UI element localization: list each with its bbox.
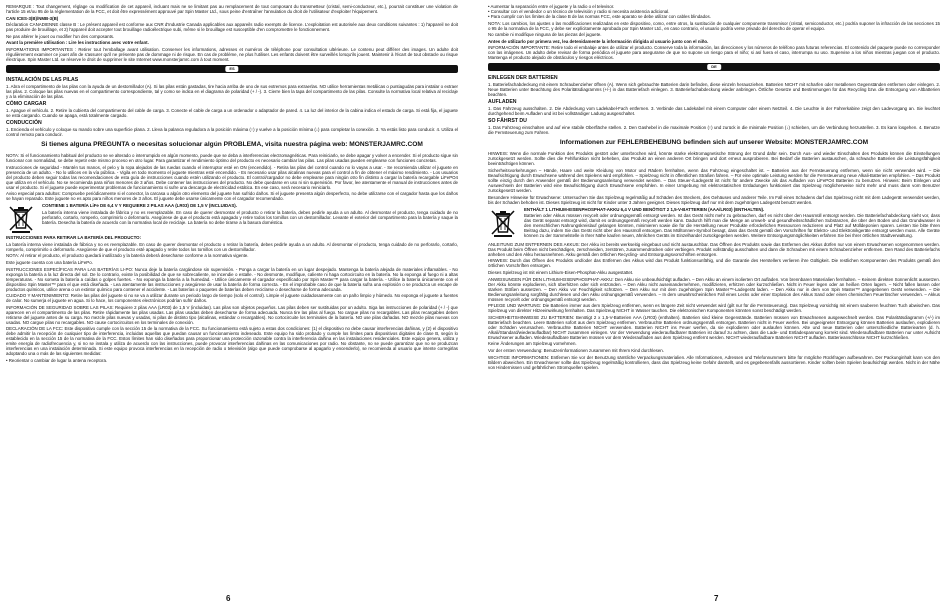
language-badge: DE (707, 64, 721, 70)
language-badge: ES (225, 66, 238, 72)
info-text: INFORMATIONS IMPORTANTES : Retirer tout l'emballage avant utilisation. Conserver les informations, adresses et numéros de téléphone pour consultation ultérieure. Le contenu peut différer des images. Un adulte doit régulièrement examiner ce jouet afin de s'assurer qu'il ne présente pas de dommage ni de risque. En cas de problème, ne plus l'utiliser. Les enfants doivent être surveillés lorsqu'ils jouent. Maintenir à l'écart de tout obstacle ou risque électrique. Spin Master Ltd. se réserve le droit de supprimer le site Internet www.monsterjamrc.com à tout moment. (6, 46, 458, 62)
battery-removal-text: La batería interna viene instalada de fábrica y no es reemplazable. En caso de querer desmontar el producto o retirar la batería, debes pedirle ayuda a un adulto. Al desmontar el producto, tenga cuidado de no perforarlo, cortarlo, romperlo, comprimirlo o deformarlo. Asegúrese de que el producto esté apagado y retire todos los tornillos con un destornillador. (6, 241, 458, 252)
lipo-instructions: INSTRUCCIONES ESPECÍFICAS PARA LAS BATERÍAS LI-PO: Nunca deje la batería cargándose sin supervisión. - Ponga a cargar la batería en un lugar despejado. Mantenga la batería alejada de materiales inflamables. - No exponga la batería a la luz directa del sol. De lo contrario, existe la posibilidad de que se sobrecaliente, se incendie o estalle. - No desmonte, modifique, caliente ni haga cortocircuito en la batería. No la exponga al fuego ni a altas temperaturas. - No someta la batería a caídas o golpes fuertes. - No exponga la batería a la humedad. - Utilice únicamente el cargador especificado por Spin Master™ para cargar la batería. - Utilice la batería únicamente con el dispositivo Spin Master™ para el que está diseñada. - Lea atentamente las instrucciones y asegúrese de usar la batería de forma correcta. - En el improbable caso de que la batería sufra una explosión o se produzca un escape de productos químicos, utilice arena o un extintor químico para contener el accidente. - Las baterías o paquetes de baterías deben reciclarse o desecharse de forma adecuada. (6, 266, 458, 292)
adult-notice: Aviso especial para adultos: Compruebe periódicamente si el conector, la carcasa u algún otro elemento del juguete han sufrido daños. Si el juguete presenta algún desperfecto, no debe utilizarse con el cargador hasta que los daños se hayan reparado. Este juguete no es apto para niños menores de 3 años. El juguete debe usarse únicamente con el cargador recomendado. (6, 191, 458, 202)
contains-battery-text: Batterien oder Akkus müssen recycelt oder ordnungsgemäß entsorgt werden. Ist das Gerät nicht mehr zu gebrauchen, darf es nicht über den Hausmüll entsorgt werden. Die Batteriefachabdeckung sieht vor, dass das Gerät separat entsorgt wird, damit es ordnungsgemäß recycelt werden kann. Dadurch hilft man die Menge an umwelt- und gesundheitsschädlichen Substanzen, die über den Boden und das Grundwasser in den menschlichen Nahrungskreislauf gelangen könnten, minimieren sowie die für die Herstellung neuer Produkte erforderlichen Ressourcen reduzieren und Platz auf Mülldeponien sparen. Leisten Sie bitte Ihren Beitrag dazu, indem Sie das Gerät nicht über den Hausmüll entsorgen. Das Mülltonnen-Symbol besagt, dass das Gerät gemäß den Vorschriften für Elektro- und Elektronikgeräte entsorgt werden muss. Alle Geräte können zu der Sammelstelle in Ihrer Nähe kaufen neuen, ähnlichen Geräts im Einzelhandel zurückgegeben werden. Weitere Entsorgungsmöglichkeiten erfahren Sie bei Ihrer örtlichen Stadtverwaltung. (524, 213, 940, 239)
no-alter-text: Ne pas altérer le jouet ou modifier l'un des composants. (6, 33, 115, 39)
battery-install-text: 1. Batteriefachabdeckung mit einem Schraubenzieher öffnen (A). Wenn sich gebrauchte Batterien darin befinden, diese einzeln herausziehen. Batterien NICHT mit scharfen oder metallenen Gegenständen entfernen oder einlegen. 2. Neue Batterien unter Beachtung des Polaritätsdiagramms (+/-) in das Batteriefach einlegen. 3. Batteriefachabdeckung wieder anbringen. Örtliche Gesetze und Bestimmungen für das Recycling bzw. die Entsorgung von Altbatterien beachten. (488, 82, 940, 98)
important-info: WICHTIGE INFORMATIONEN: Entfernen Sie vor der Benutzung sämtliche Verpackungsmaterialien. Alle Informationen, Adressen und Telefonnummern bitte für mögliche Rückfragen aufbewahren. Der Packunginhalt kann von den Bildern abweichen. Ein Erwachsener sollte das Spielzeug regelmäßig kontrollieren, dass das Spielzeug keine Gefahr darstellt, und es gegebenenfalls aussortieren. Kinder sollten beim Spielen beaufsichtigt werden. Nicht in der Nähe von Hindernissen und gefährlichen Stromquellen spielen. (488, 354, 940, 370)
drive-title: CONDUCCIÓN (6, 119, 42, 126)
note-removal: NOTA: Al retirar el producto, el producto quedará inutilizado y la batería deberá desecharse conforme a la normativa vigente. (6, 253, 249, 259)
fcc-bullets: • Aumentar la separación entre el juguete y la radio o el televisor. • Consultar con el vendedor o un técnico de televisión y radio si necesita asistencia adicional. • Para cumplir con los límites de la clase B de las normas FCC, este aparato se debe utilizar con cables blindados. (488, 4, 711, 19)
lipo-instructions: ANWEISUNGEN FÜR DEN LITHIUM-EISENPHOSPHAT-AKKU: Den Akku nie unbeaufsichtigt aufladen. – Den Akku an einem isolierten Ort aufladen. Von brennbaren Materialien fernhalten. – Keinem direkten Sonnenlicht aussetzen. Der Akku könnte explodieren, sich überhitzen oder sich entzünden. – Den Akku nicht auseinandernehmen, modifizieren, erhitzen oder kurzschließen. Nicht in Feuer legen oder an heißen Orten lagern. – Nicht fallen lassen oder starken Stößen aussetzen. – Den Akku vor Feuchtigkeit schützen. – Den Akku nur mit dem zugehörigen Spin Master™-Ladegerät laden. – Den Akku nur in dem von Spin Master™ angegebenen Gerät verwenden. – Die Bedienungsanleitung sorgfältig durchlesen und den Akku ordnungsgemäß verwenden. – In dem unwahrscheinlichen Fall eines Lecks oder einer Explosion des Akkus Sand oder einen chemischen Feuerlöscher verwenden. – Akkus müssen recycelt oder ordnungsgemäß entsorgt werden. (488, 276, 940, 302)
charge-text: 1. Apague el vehículo. 2. Retire la cubierta del compartimento del cable de carga. 3. Conecte el cable de carga a un ordenador o adaptador de pared. 4. La luz del interior de la cabina indica el estado de carga. Si está fija, el juguete se está cargando. Cuando se apaga, está totalmente cargado. (6, 107, 458, 118)
lifepo-text: Este juguete cuenta con una batería LiFePo. (6, 259, 93, 265)
lifepo-text: Dieses Spielzeug ist mit einem Lithium-Eisen-Phosphat-Akku ausgestattet. (488, 269, 634, 275)
recycle-notice (488, 207, 940, 240)
language-bar-es (6, 65, 458, 73)
page-number-right: 7 (714, 594, 719, 603)
contains-battery-title: ENTHÄLT 1 LITHIUM-EISENPHOSPHAT-AKKU 6,4 V UND BENÖTIGT 2 1,5-V-BATTERIEN (AAA/LR03) (ENTHALTEN). (524, 206, 765, 212)
fcc-statement: DECLARACIÓN DE LA FCC: Este dispositivo cumple con la sección 15 de la normativa de la FCC. Su funcionamiento está sujeto a estas dos condiciones: (1) el dispositivo no debe causar interferencias dañinas, y (2) el dispositivo debe admitir la recepción de cualquier tipo de interferencia, incluidas aquellas que puedan causar un funcionamiento indeseado. Este equipo ha sido probado y cumple los límites para dispositivos digitales de clase B, según lo establecido en la sección 15 de la normativa de la FCC. Estos límites han sido diseñados para proporcionar una protección razonable contra la interferencia dañina en las instalaciones residenciales. Este equipo genera, utiliza y emite energía de radiofrecuencia y, si no se instala y utiliza de acuerdo con las instrucciones, puede provocar interferencias dañinas en las comunicaciones por radio. No obstante, no se puede garantizar que no se produzcan interferencias en una instalación determinada. Si este equipo provoca interferencias en la recepción de radio o televisión (algo que puede comprobarse al apagarlo y encenderlo), se recomienda al usuario que intente corregirlas adoptando una o más de las siguientes medidas: (6, 326, 458, 357)
safety-instructions: Sicherheitsvorkehrungen – Hände, Haare und weite Kleidung von Motor und Rädern fernhalten, wenn das Fahrzeug eingeschaltet ist. – Batterien aus der Fernsteuerung entfernen, wenn sie nicht verwendet wird. – Die Beaufsichtigung durch Erwachsene während des Spielens wird empfohlen. – Spielzeug nicht in öffentlichen Straßen fahren. – Für eine optimale Leistung werden für die Fernsteuerung neue Alkali-Batterien empfohlen. – Das Produkt sollte einzig durch den Anwender gemäß der Bedienungsanleitung verwendet werden. – Das Steuer-/Ladegerät ist nicht für andere Zwecke als das Aufladen von LiFePO4 Batterien zu benutzen. Hinweis: Beim Einlegen und Auswechseln der Batterien wird eine Beaufsichtigung durch Erwachsene empfohlen. In einer Umgebung mit elektrostatischen Entladungen funktioniert das Spielzeug möglicherweise nicht mehr und muss dann vom Benutzer zurückgesetzt werden. (488, 167, 940, 193)
no-modify-text: No cambie ni modifique ninguna de las piezas del juguete. (488, 32, 602, 38)
note-removal: HINWEIS: Durch das Öffnen des Produkts und/oder das Entfernen des Akkus wird das Produkt funktionsunfähig, und die Garantie des Herstellers verlieren ihre Gültigkeit. Die restlichen Komponenten des Produkts gemäß den örtlichen Vorschriften entsorgen. (488, 258, 940, 269)
battery-safety: INFORMACIÓN DE SEGURIDAD SOBRE LAS PILAS: Requiere 2 pilas AAA (LR03) de 1,5 V (incluidas). Las pilas son objetos pequeños. Las pilas deben ser sustituidas por un adulto. Siga las instrucciones de polaridad (+ / -) que aparecen en el compartimento de las pilas. Retire rápidamente las pilas usadas. Las pilas usadas deben desecharse de forma adecuada. Nunca tire las pilas al fuego. No cargue pilas no recargables. Las pilas recargables deben retirarse del juguete antes de su carga. No mezcle pilas nuevas y usadas, ni pilas de distinto tipo (alcalinas, estándar o recargables). No cortocircuite los terminales de la batería. NO use pilas dañadas. NO mezcle pilas nuevas con usadas. NO cargue pilas no recargables. NO cause cortocircuitos en los terminales de conexión. (6, 304, 458, 325)
note-emi: NOTA: Si el funcionamiento habitual del producto se ve alterado o interrumpido en algún momento, puede que se deba a interferencias electromagnéticas. Para reiniciarlo, se debe apagar y volver a encender. Si el producto sigue sin funcionar con normalidad, se debe repetir este mismo proceso en otro lugar. Para garantizar el rendimiento óptimo del producto es necesario cambiar las pilas. Las pilas usadas pueden emplearse con funciones concretas. (6, 152, 458, 163)
charge-title: AUFLADEN (488, 99, 517, 106)
charge-text: 1. Das Fahrzeug ausschalten. 2. Die Abdeckung vom Ladekabel-Fach entfernen. 3. Verbinde das Ladekabel mit einem Computer oder einem Netzteil. 4. Die Leuchte in der Fahrerkabine zeigt den Ladevorgang an. Sie leuchtet durchgehend beim Aufladen und ist bei vollständiger Ladung ausgeschaltet. (488, 106, 940, 117)
battery-removal-text: ANLEITUNG ZUM ENTFERNEN DES AKKUS: Der Akku ist bereits werkseitig eingebaut und nicht austauschbar. Das Öffnen des Produkts sowie das Entfernen des Akkus dürfen nur von einem Erwachsenen vorgenommen werden. Das Produkt beim Öffnen nicht beschädigen, zerschneiden, zerstören, zusammendrücken oder verbiegen. Produkt vollständig ausschalten und dann die Schrauben mit einem Schraubenzieher entfernen. Den Rand des Batteriefachs anheben und den Akku herausnehmen. Akku gemäß den örtlichen Recycling- und Entsorgungsvorschriften entsorgen. (488, 241, 940, 257)
contains-battery-title: CONTIENE 1 BATERÍA LiFe DE 6,4 V Y REQUIERE 2 PILAS AAA (LR03) DE 1,5 V (INCLUIDAS). (42, 203, 237, 209)
battery-install-title: INSTALACIÓN DE LAS PILAS (6, 76, 79, 83)
reorient-bullet: • Reorientar o cambiar de lugar la antena receptora. (6, 357, 108, 363)
drive-text: 1. Das Fahrzeug einschalten und auf eine stabile Oberfläche stellen. 2. Den Gashebel in die maximale Position (↑) und zurück in die minimale Position (↓) schieben, um die Verbindung herzustellen. 3. Es kann losgehen. 4. Benutze die Fernsteuerung zum Fahren. (488, 125, 940, 136)
page-number-left: 6 (226, 594, 231, 603)
note-text: NOTA: Los cambios, los ajustes o las modificaciones realizadas en este dispositivo, como, entre otros, la sustitución de cualquier componente transmisor (cristal, semiconductor, etc.) podría suponer la infracción de las secciones 15 o 95 de la normativa de la FCC, y debe ser explícitamente aprobada por Spin Master Ltd., en caso contrario, el usuario podría verse privado del derecho de operar el equipo. (488, 20, 940, 31)
adult-notice: Besondere Hinweise für Erwachsene: Untersuchen Sie das Spielzeug regelmäßig auf Schäden des Steckers, des Gehäuses und anderer Teile. Im Fall eines Schadens darf das Spielzeug nicht mit dem Ladegerät verwendet werden, bis der Schaden behoben ist. Dieses Spielzeug ist nicht für Kinder unter 3 Jahren geeignet. Dieses Spielzeug darf nur mit dem zugehörigen Ladegerät benutzt werden. (488, 194, 940, 205)
can-text: Déclaration CANADIENNE classe B : Le présent appareil est conforme aux CNR d'Industrie Canada applicables aux appareils radio exempts de licence. L'exploitation est autorisée aux deux conditions suivantes : 1) l'appareil ne doit pas produire de brouillage, et 2) l'appareil doit accepter tout brouillage radioélectrique subi, même si le brouillage est susceptible d'en compromettre le fonctionnement. (6, 22, 458, 33)
support-headline: Informationen zur FEHLERBEHEBUNG befinden sich auf unserer Website: MONSTERJAMRC.COM (559, 139, 869, 147)
recycle-notice (6, 203, 458, 233)
no-changes-text: Keine Änderungen am Spielzeug vornehmen. (488, 341, 577, 347)
language-bar-de (488, 63, 940, 71)
drive-text: 1. Encienda el vehículo y coloque su mando sobre una superficie plana. 2. Lleva la palanca reguladora a la posición máxima (↑) y vuelve a la posición mínima (↓) para completar la conexión. 3. Ya estás listo para conducir. 4. Utiliza el control remoto para conducir. (6, 126, 458, 137)
info-text: INFORMACIÓN IMPORTANTE: Retire todo el embalaje antes de utilizar el producto. Conserve toda la información, las direcciones y los números de teléfono para futuras referencias. El contenido del paquete puede no corresponder con las imágenes. Un adulto debe revisar de forma periódica el juguete para asegurarse de que no supone un riesgo para el niño; si así fuera el caso, interrumpa su uso. Supervise a los niños mientras juegan con el producto. Mantenga el producto alejado de obstáculos y riesgos eléctricos. (488, 45, 940, 61)
before-use-text: Antes de utilizarlo por primera vez, lea detenidamente la información dirigida al usuario junto con el niño. (488, 38, 709, 44)
care-maintenance: CUIDADO Y MANTENIMIENTO: Retire las pilas del juguete si no se va a utilizar durante un periodo largo de tiempo (solo el control). Limpie el juguete cuidadosamente con un paño limpio y húmedo. No exponga el juguete a fuentes de calor. No sumerja el juguete en agua. Si lo hace, los componentes electrónicos podrían sufrir daños. (6, 293, 458, 304)
safety-instructions: Instrucciones de seguridad - Mantén tus manos, el pelo y la ropa alejados de las ruedas cuando el interruptor esté en ON (encendido). - Retira las pilas del control cuando no lo vayas a usar. - Se recomienda utilizar el juguete en presencia de un adulto. - No lo utilices en la vía pública. - Vigila en todo momento el juguete mientras esté encendido. - Es necesario usar pilas alcalinas nuevas para el control a fin de obtener el máximo rendimiento. - Los usuarios del producto deben seguir todas las recomendaciones de esta guía de instrucciones cuando estén utilizando el producto. El control/cargador no debe emplearse para ningún otro fin distinto a cargar la batería recargable LiFePO4 que utiliza en el vehículo. No se recomienda para niños menores de 3 años. Debe contener las instrucciones del producto. No debe quedarse en uso ni sin supervisión. Por favor, lee atentamente el manual de instrucciones antes de usar el producto. Si el juguete puede experimentar problemas de funcionamiento si sufre una descarga de electricidad estática. En ese caso, será necesario reiniciarlo. (6, 164, 458, 190)
battery-install-title: EINLEGEN DER BATTERIEN (488, 75, 558, 82)
support-headline: Si tienes alguna PREGUNTA o necesitas solucionar algún PROBLEMA, visita nuestra página web: MONSTERJAMRC.COM (41, 140, 423, 148)
care-maintenance: PFLEGE UND WARTUNG: Die Batterien immer aus dem Spielzeug entfernen, wenn es längere Zeit nicht verwendet wird (gilt nur für die Fernsteuerung). Das Spielzeug vorsichtig mit einem sauberen feuchten Tuch abwischen. Das Spielzeug von direkter Hitzeeinwirkung fernhalten. Das Spielzeug NICHT in Wasser tauchen. Die elektronischen Komponenten könnten sonst beschädigt werden. (488, 303, 940, 314)
page-left (6, 4, 458, 579)
keep-text: Avant la première utilisation : Lire les instructions avec votre enfant. (6, 40, 149, 46)
battery-install-text: 1. Abra el compartimento de las pilas con la ayuda de un destornillador (A). Si las pilas están gastadas, tire hacia arriba de uno de sus extremos para extraerlas. NO utilice herramientas metálicas o puntiagudas para instalar o extraer las pilas. 2. Coloque las pilas nuevas en el compartimento correspondiente, tal y como se indica en el diagrama de polaridad (+ / -). 3. Cierre bien la tapa del compartimento de las pilas. Consulte la normativa local relativa al reciclaje y a la eliminación de las pilas. (6, 83, 458, 99)
crossed-bin-icon (488, 207, 518, 237)
note-emi: HINWEIS: Wenn die normale Funktion des Produkts gestört oder unterbrochen wird, könnte starke elektromagnetische Störung der Grund dafür sein. Durch Aus- und wieder Einschalten des Produkts können die Einstellungen zurückgesetzt werden. Sollte dies die Fehlfunktion nicht beheben, das Produkt an einen anderen Ort bringen und dort erneut ausprobieren. Bei Bedarf die Batterien austauschen, da schwache Batterien die Leistungsfähigkeit beeinträchtigen können. (488, 151, 940, 167)
contains-battery-text: La batería interna viene instalada de fábrica y no es reemplazable. En caso de querer desmontar el producto o retirar la batería, debes pedirle ayuda a un adulto. Al desmontar el producto, tenga cuidado de no perforarlo, cortarlo, romperlo, comprimirlo o deformarlo. Asegúrese de que el producto está apagado y retire todos los tornillos con un destornillador. Levante el exterior del compartimento para la batería y saque la batería. Desecha la batería de acuerdo con la normativa local de reciclaje. La batería no debe tirarse a la basura doméstica. (42, 209, 458, 225)
can-title: CAN ICES-3(B)/NMB-3(B) (6, 15, 59, 21)
before-first-use: Vor der ersten Verwendung: Benutzerinformationen zusammen mit Ihrem Kind durchlesen. (488, 347, 664, 353)
battery-safety: SICHERHEITSHINWEISE ZU BATTERIEN: Benötigt 2 x 1,5-V-Batterien AAA (LR03) (enthalten). Batterien sind kleine Gegenstände. Batterien müssen von Erwachsenen ausgewechselt werden. Das Polaritätsdiagramm (+/-) im Batteriefach beachten. Leere Batterien sofort aus dem Spielzeug entfernen. Verbrauchte Batterien ordnungsgemäß entsorgen. Batterien nicht in Feuer werfen. Bei ungeeigneter Entsorgung können Batterien auslaufen, explodieren oder Schäden verursachen. Verbrauchte Batterien NICHT verwenden. Batterien NICHT ins Feuer werfen, da sie explodieren oder auslaufen können. Alte und neue Batterien oder unterschiedliche Batteriearten (d. h. Alkali/Standard/wiederaufladbar) NICHT zusammen einlegen. Vor der Verwendung wiederaufladbarer Batterien ist darauf zu achten, dass die Lade- und Entladespannung korrekt sind. Wiederaufladbare Batterien nur unter Aufsicht Erwachsener aufladen. Wiederaufladbare Batterien müssen vor dem Wiederaufladen aus dem Spielzeug entfernt werden. NICHT wiederaufladbare Batterien NICHT aufladen. Batterieanschlüsse NICHT kurzschließen. (488, 314, 940, 340)
crossed-bin-icon (6, 203, 36, 233)
battery-removal-title: INSTRUCCIONES PARA RETIRAR LA BATERÍA DEL PRODUCTO: (6, 235, 142, 241)
drive-title: SO FÄHRST DU (488, 118, 527, 125)
remarque-text: REMARQUE : Tout changement, réglage ou modification de cet appareil, incluant mais ne se limitant pas au remplacement de tout composant du transmetteur (cristal, semi-conducteur, etc.), pourrait constituer une violation de l'article 15 et/ou 95 de la réglementation de la FCC, et doit être expressément approuvé par Spin Master Ltd., sous peine d'entraîner l'annulation du droit de l'utilisateur d'exploiter l'équipement. (6, 4, 458, 14)
charge-title: CÓMO CARGAR (6, 100, 47, 107)
page-right (488, 4, 940, 579)
